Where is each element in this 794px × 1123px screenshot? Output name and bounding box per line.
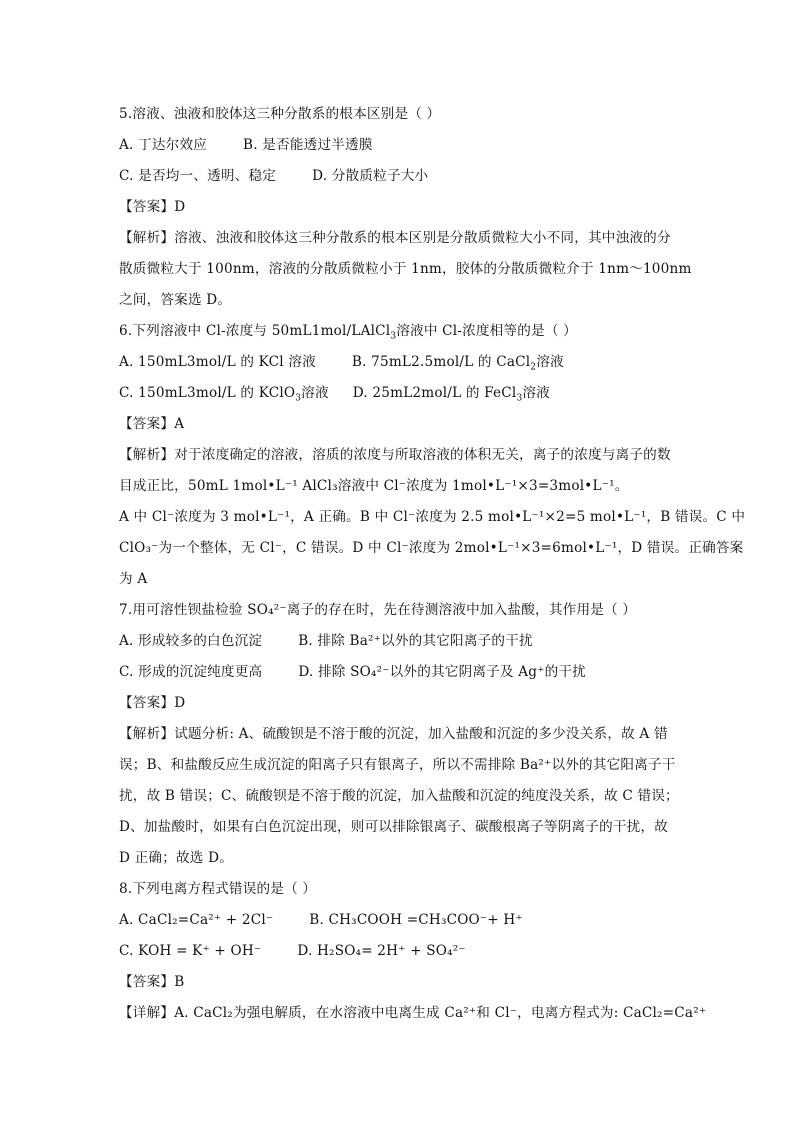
question-6-analysis-line-5: 为 A bbox=[119, 571, 148, 587]
detail-tag: 【详解】 bbox=[119, 1005, 175, 1021]
answer-tag: 【答案】 bbox=[119, 974, 175, 990]
question-5-stem: 5.溶液、浊液和胶体这三种分散系的根本区别是（ ） bbox=[119, 106, 441, 122]
question-5-option-b: B. 是否能透过半透膜 bbox=[243, 137, 373, 153]
question-8-option-b: B. CH₃COOH =CH₃COO⁻+ H⁺ bbox=[309, 912, 523, 928]
question-8-option-c: C. KOH = K⁺ + OH⁻ bbox=[119, 943, 262, 959]
stem-text-end: 溶液中 Cl-浓度相等的是（ ） bbox=[396, 323, 577, 339]
question-8-options-cd bbox=[119, 936, 679, 967]
option-text: B. 75mL2.5mol/L 的 CaCl bbox=[351, 354, 531, 370]
question-8-option-a: A. CaCl₂=Ca²⁺ + 2Cl⁻ bbox=[119, 912, 274, 928]
answer-tag: 【答案】 bbox=[119, 695, 175, 711]
question-5-option-d: D. 分散质粒子大小 bbox=[312, 168, 429, 184]
question-6-analysis-line-3: A 中 Cl⁻浓度为 3 mol•L⁻¹，A 正确。B 中 Cl⁻浓度为 2.5 mol•L⁻¹×2=5 mol•L⁻¹，B 错误。C 中 bbox=[119, 509, 746, 525]
question-7-stem: 7.用可溶性钡盐检验 SO₄²⁻离子的存在时，先在待测溶液中加入盐酸，其作用是（ ） bbox=[119, 602, 637, 618]
analysis-text: 对于浓度确定的溶液，溶质的浓度与所取溶液的体积无关，离子的浓度与离子的数 bbox=[174, 447, 671, 463]
analysis-text: 试题分析: A、硫酸钡是不溶于酸的沉淀，加入盐酸和沉淀的多少没关系，故 A 错 bbox=[174, 726, 668, 742]
question-7-options-ab bbox=[119, 626, 679, 657]
question-6-option-d bbox=[352, 385, 550, 404]
analysis-text: 溶液、浊液和胶体这三种分散系的根本区别是分散质微粒大小不同，其中浊液的分 bbox=[174, 230, 671, 246]
option-text-end: 溶液 bbox=[301, 385, 329, 401]
question-6-option-a: A. 150mL3mol/L 的 KCl 溶液 bbox=[119, 354, 316, 370]
answer-value: D bbox=[174, 199, 186, 215]
question-7-option-d: D. 排除 SO₄²⁻以外的其它阴离子及 Ag⁺的干扰 bbox=[298, 664, 586, 680]
answer-tag: 【答案】 bbox=[119, 416, 175, 432]
answer-value: D bbox=[174, 695, 186, 711]
question-6-answer bbox=[119, 409, 679, 440]
question-8-option-d: D. H₂SO₄= 2H⁺ + SO₄²⁻ bbox=[297, 943, 466, 959]
question-7-analysis-line-5: D 正确；故选 D。 bbox=[119, 850, 234, 866]
question-6-option-b bbox=[351, 354, 564, 373]
question-5-analysis-line-1 bbox=[119, 223, 679, 254]
answer-tag: 【答案】 bbox=[119, 199, 175, 215]
question-5-option-a: A. 丁达尔效应 bbox=[119, 137, 208, 153]
question-6-stem bbox=[119, 316, 679, 347]
subscript: 2 bbox=[530, 362, 537, 373]
analysis-tag: 【解析】 bbox=[119, 726, 175, 742]
subscript: 3 bbox=[516, 393, 523, 404]
stem-text: 6.下列溶液中 Cl-浓度与 50mL1mol/LAlCl bbox=[119, 323, 391, 339]
question-5-answer bbox=[119, 192, 679, 223]
question-6-analysis-line-1 bbox=[119, 440, 679, 471]
question-7-option-c: C. 形成的沉淀纯度更高 bbox=[119, 664, 263, 680]
question-5-options-cd bbox=[119, 161, 679, 192]
question-5-analysis-line-3: 之间，答案选 D。 bbox=[119, 292, 232, 308]
question-7-analysis-line-4: D、加盐酸时，如果有白色沉淀出现，则可以排除银离子、碳酸根离子等阴离子的干扰，故 bbox=[119, 819, 669, 835]
question-7-options-cd bbox=[119, 657, 679, 688]
question-6-options-cd bbox=[119, 378, 679, 409]
subscript: 3 bbox=[295, 393, 302, 404]
option-text: C. 150mL3mol/L 的 KClO bbox=[119, 385, 296, 401]
question-6-options-ab bbox=[119, 347, 679, 378]
question-5-options-ab bbox=[119, 130, 679, 161]
answer-value: A bbox=[174, 416, 185, 432]
option-text-end: 溶液 bbox=[522, 385, 550, 401]
question-7-analysis-line-1 bbox=[119, 719, 679, 750]
answer-value: B bbox=[174, 974, 185, 990]
question-6-analysis-line-4: ClO₃⁻为一个整体，无 Cl⁻，C 错误。D 中 Cl⁻浓度为 2mol•L⁻¹×3=6mol•L⁻¹，D 错误。正确答案 bbox=[119, 540, 744, 556]
question-7-analysis-line-2: 误；B、和盐酸反应生成沉淀的阳离子只有银离子，所以不需排除 Ba²⁺以外的其它阳离子干 bbox=[119, 757, 676, 773]
question-6-analysis-line-2: 目成正比，50mL 1mol•L⁻¹ AlCl₃溶液中 Cl⁻浓度为 1mol•L⁻¹×3=3mol•L⁻¹。 bbox=[119, 478, 629, 494]
question-8-options-ab bbox=[119, 905, 679, 936]
question-5-option-c: C. 是否均一、透明、稳定 bbox=[119, 168, 277, 184]
document-content bbox=[119, 99, 746, 1029]
question-7-analysis-line-3: 扰，故 B 错误；C、硫酸钡是不溶于酸的沉淀，加入盐酸和沉淀的纯度没关系，故 C 错误； bbox=[119, 788, 679, 804]
analysis-tag: 【解析】 bbox=[119, 230, 175, 246]
question-8-detail-line-1 bbox=[119, 998, 707, 1029]
analysis-tag: 【解析】 bbox=[119, 447, 175, 463]
question-8-answer bbox=[119, 967, 679, 998]
question-8-stem: 8.下列电离方程式错误的是（ ） bbox=[119, 881, 317, 897]
option-text-end: 溶液 bbox=[536, 354, 564, 370]
question-7-answer bbox=[119, 688, 679, 719]
subscript: 3 bbox=[390, 331, 397, 342]
question-6-option-c bbox=[119, 385, 329, 404]
question-5-analysis-line-2: 散质微粒大于 100nm，溶液的分散质微粒小于 1nm，胶体的分散质微粒介于 1nm～100nm bbox=[119, 261, 692, 277]
option-text: D. 25mL2mol/L 的 FeCl bbox=[352, 385, 517, 401]
question-7-option-a: A. 形成较多的白色沉淀 bbox=[119, 633, 263, 649]
detail-text: A. CaCl₂为强电解质，在水溶液中电离生成 Ca²⁺和 Cl⁻，电离方程式为: CaCl₂=Ca²⁺ bbox=[174, 1005, 707, 1021]
question-7-option-b: B. 排除 Ba²⁺以外的其它阳离子的干扰 bbox=[298, 633, 533, 649]
